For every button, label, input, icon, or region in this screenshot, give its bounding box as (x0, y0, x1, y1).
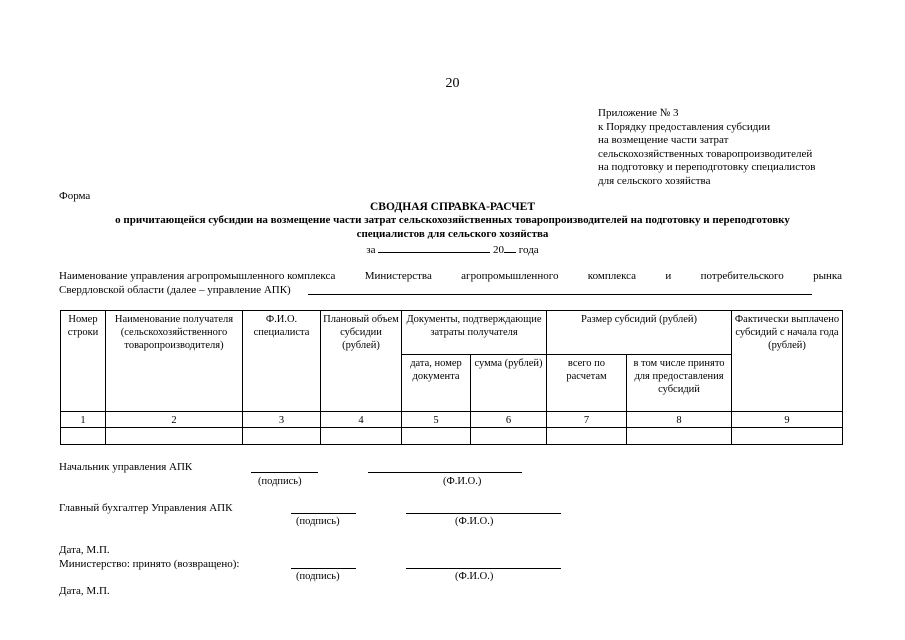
accountant-signature-caption: (подпись) (296, 516, 340, 527)
table-cell (627, 428, 732, 445)
management-underline (308, 294, 812, 295)
table-cell (321, 428, 402, 445)
management-word: агропромышленного (461, 270, 559, 282)
period-year-blank (504, 243, 516, 253)
management-word: рынка (813, 270, 842, 282)
document-subtitle: о причитающейся субсидии на возмещение части затрат сельскохозяйственных товаропроизводителей на подготовку и переподготовку специалистов для сельского хозяйства (115, 214, 790, 240)
column-number: 4 (321, 412, 402, 428)
management-word: Министерства (364, 270, 432, 282)
ministry-signature-caption: (подпись) (296, 571, 340, 582)
header-size-group: Размер субсидий (рублей) (547, 311, 732, 355)
column-number: 5 (402, 412, 471, 428)
table-cell (402, 428, 471, 445)
subsidy-table (60, 310, 843, 445)
management-line-1 (59, 270, 842, 282)
head-signature-caption: (подпись) (258, 476, 302, 487)
appendix-line: сельскохозяйственных товаропроизводителей (598, 147, 813, 160)
table-cell (243, 428, 321, 445)
appendix-line: Приложение № 3 (598, 107, 679, 119)
ministry-fio-line (406, 568, 561, 569)
ministry-label: Министерство: принято (возвращено): (59, 558, 240, 570)
head-signature-line (251, 472, 318, 473)
date-mp-label: Дата, М.П. (59, 544, 110, 556)
column-number: 2 (106, 412, 243, 428)
head-fio-caption: (Ф.И.О.) (443, 476, 482, 487)
accountant-label: Главный бухгалтер Управления АПК (59, 502, 233, 514)
table-cell (547, 428, 627, 445)
accountant-fio-line (406, 513, 561, 514)
page-number: 20 (445, 76, 460, 91)
header-total-calc: всего по расчетам (547, 355, 627, 412)
header-recipient: Наименование получателя (сельскохозяйственного товаропроизводителя) (106, 311, 243, 412)
period-year: 20 (493, 244, 505, 256)
column-number: 7 (547, 412, 627, 428)
management-word: потребительского (700, 270, 784, 282)
table-cell (732, 428, 843, 445)
header-planned-subsidy: Плановый объем субсидии (рублей) (321, 311, 402, 412)
header-documents-group: Документы, подтверждающие затраты получателя (402, 311, 547, 355)
ministry-signature-line (291, 568, 356, 569)
management-word: комплекса (587, 270, 637, 282)
period-suffix: года (518, 244, 539, 256)
appendix-line: на подготовку и переподготовку специалистов (598, 161, 816, 173)
management-word: и (665, 270, 672, 282)
period-line (0, 243, 905, 256)
accountant-signature-line (291, 513, 356, 514)
date-mp-label: Дата, М.П. (59, 585, 110, 597)
management-word: Наименование управления агропромышленного комплекса (59, 270, 336, 282)
management-line-2: Свердловской области (далее – управление АПК) (59, 284, 291, 296)
form-label: Форма (59, 190, 91, 202)
column-number: 3 (243, 412, 321, 428)
period-blank (378, 243, 490, 253)
appendix-line: для сельского хозяйства (598, 174, 711, 187)
header-doc-date: дата, номер документа (402, 355, 471, 412)
header-specialist: Ф.И.О. специалиста (243, 311, 321, 412)
accountant-fio-caption: (Ф.И.О.) (455, 516, 494, 527)
appendix-block (598, 107, 815, 188)
table-cell (61, 428, 106, 445)
table-cell (471, 428, 547, 445)
header-accepted: в том числе принято для предоставления субсидий (627, 355, 732, 412)
head-label: Начальник управления АПК (59, 461, 193, 473)
column-number: 6 (471, 412, 547, 428)
header-actually-paid: Фактически выплачено субсидий с начала года (рублей) (732, 311, 843, 412)
appendix-line: к Порядку предоставления субсидии (598, 120, 771, 133)
period-prefix: за (366, 244, 376, 256)
appendix-line: на возмещение части затрат (598, 134, 729, 146)
header-row-number: Номер строки (61, 311, 106, 412)
column-number: 9 (732, 412, 843, 428)
ministry-fio-caption: (Ф.И.О.) (455, 571, 494, 582)
table-row (61, 428, 843, 445)
header-doc-sum: сумма (рублей) (471, 355, 547, 412)
column-number: 1 (61, 412, 106, 428)
head-fio-line (368, 472, 522, 473)
document-title: СВОДНАЯ СПРАВКА-РАСЧЕТ (369, 201, 536, 213)
table-cell (106, 428, 243, 445)
column-number: 8 (627, 412, 732, 428)
